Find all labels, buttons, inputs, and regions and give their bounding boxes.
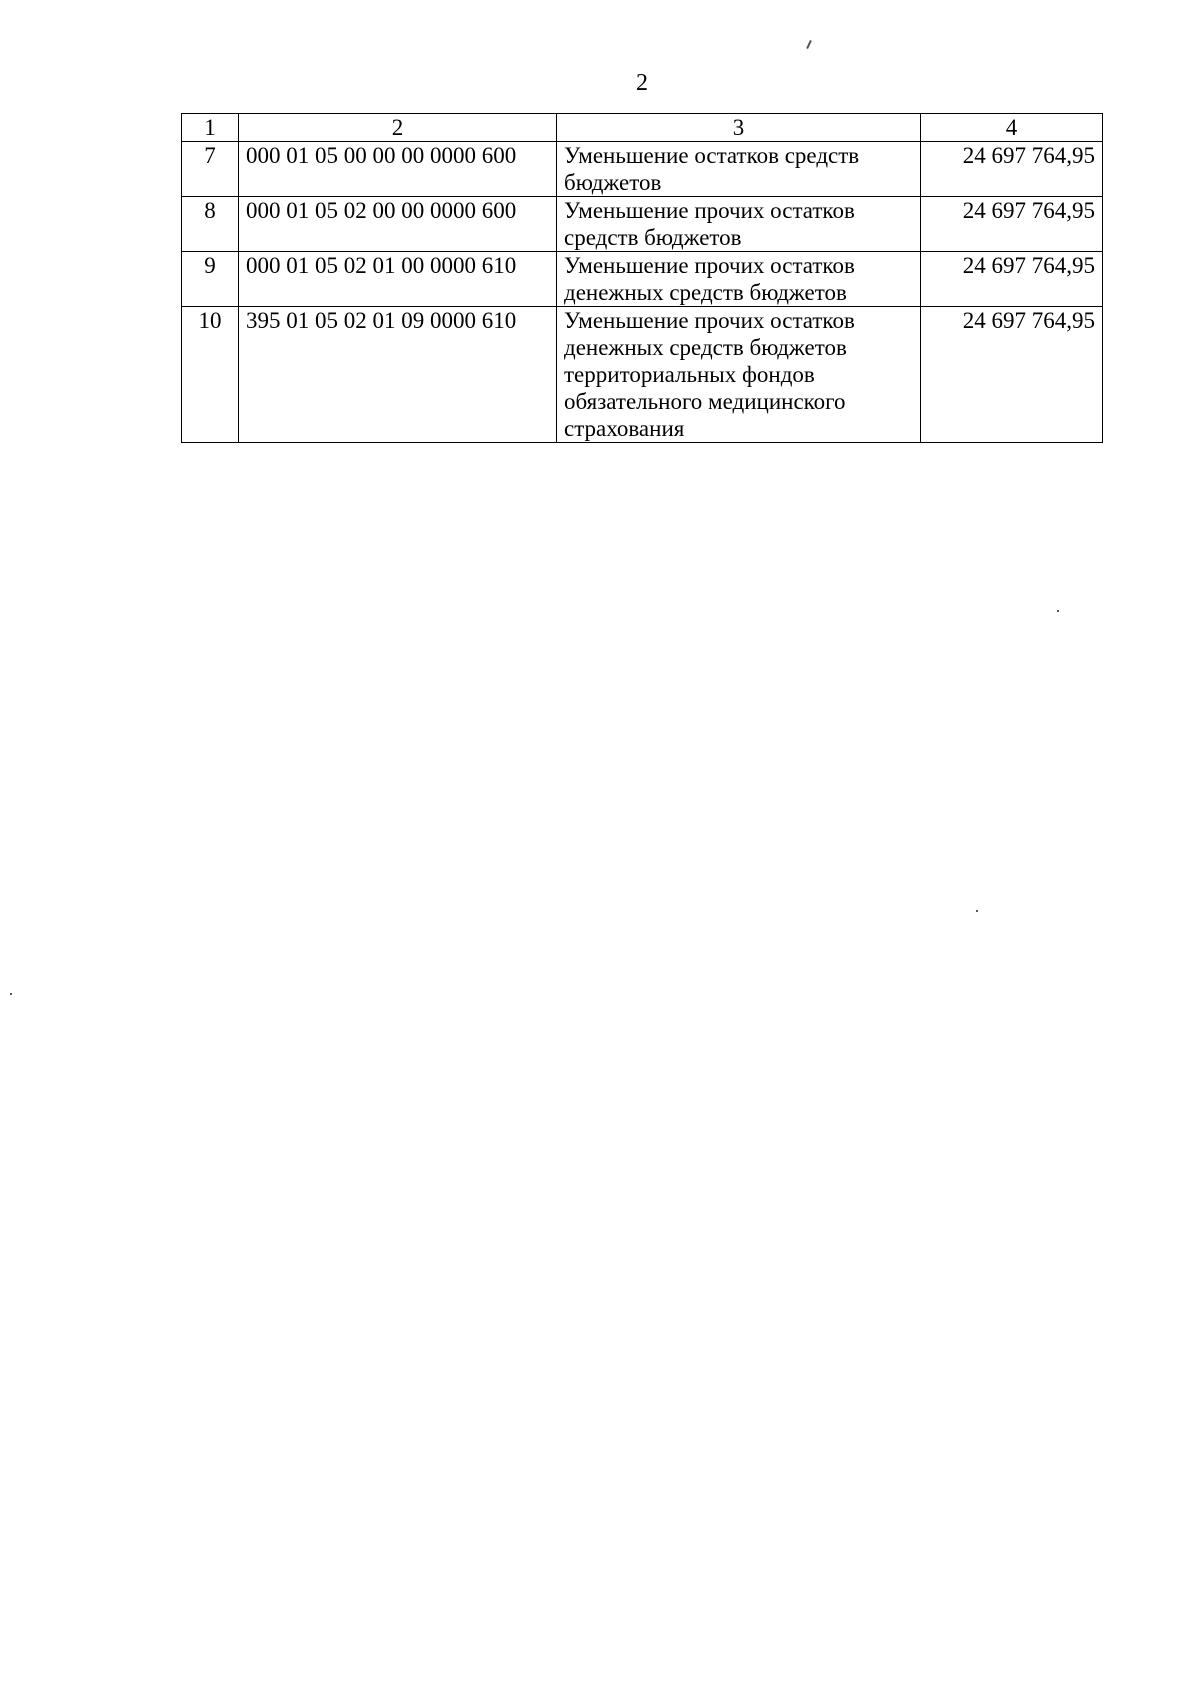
scan-speck [1057,610,1059,612]
row-description: Уменьшение остатков средств бюджетов [557,142,921,197]
header-row [182,114,1103,142]
row-number: 7 [182,142,239,197]
row-amount: 24 697 764,95 [921,307,1103,443]
row-description: Уменьшение прочих остатков средств бюджетов [557,197,921,252]
header-col-2: 2 [239,114,557,142]
row-number: 8 [182,197,239,252]
scan-speck [806,40,812,49]
table-row [182,307,1103,443]
row-number: 9 [182,252,239,307]
budget-code: 395 01 05 02 01 09 0000 610 [239,307,557,443]
header-col-3: 3 [557,114,921,142]
scan-speck [10,993,12,995]
table-body [182,142,1103,443]
table-row [182,197,1103,252]
scan-speck [976,910,978,912]
budget-table [181,113,1103,443]
header-col-1: 1 [182,114,239,142]
table-row [182,252,1103,307]
table-header [182,114,1103,142]
budget-code: 000 01 05 02 00 00 0000 600 [239,197,557,252]
row-amount: 24 697 764,95 [921,252,1103,307]
budget-code: 000 01 05 00 00 00 0000 600 [239,142,557,197]
page-number: 2 [636,70,648,96]
header-col-4: 4 [921,114,1103,142]
row-amount: 24 697 764,95 [921,197,1103,252]
row-number: 10 [182,307,239,443]
row-description: Уменьшение прочих остатков денежных средств бюджетов [557,252,921,307]
table-row [182,142,1103,197]
row-amount: 24 697 764,95 [921,142,1103,197]
row-description: Уменьшение прочих остатков денежных средств бюджетов территориальных фондов обязательного медицинского страхования [557,307,921,443]
budget-code: 000 01 05 02 01 00 0000 610 [239,252,557,307]
